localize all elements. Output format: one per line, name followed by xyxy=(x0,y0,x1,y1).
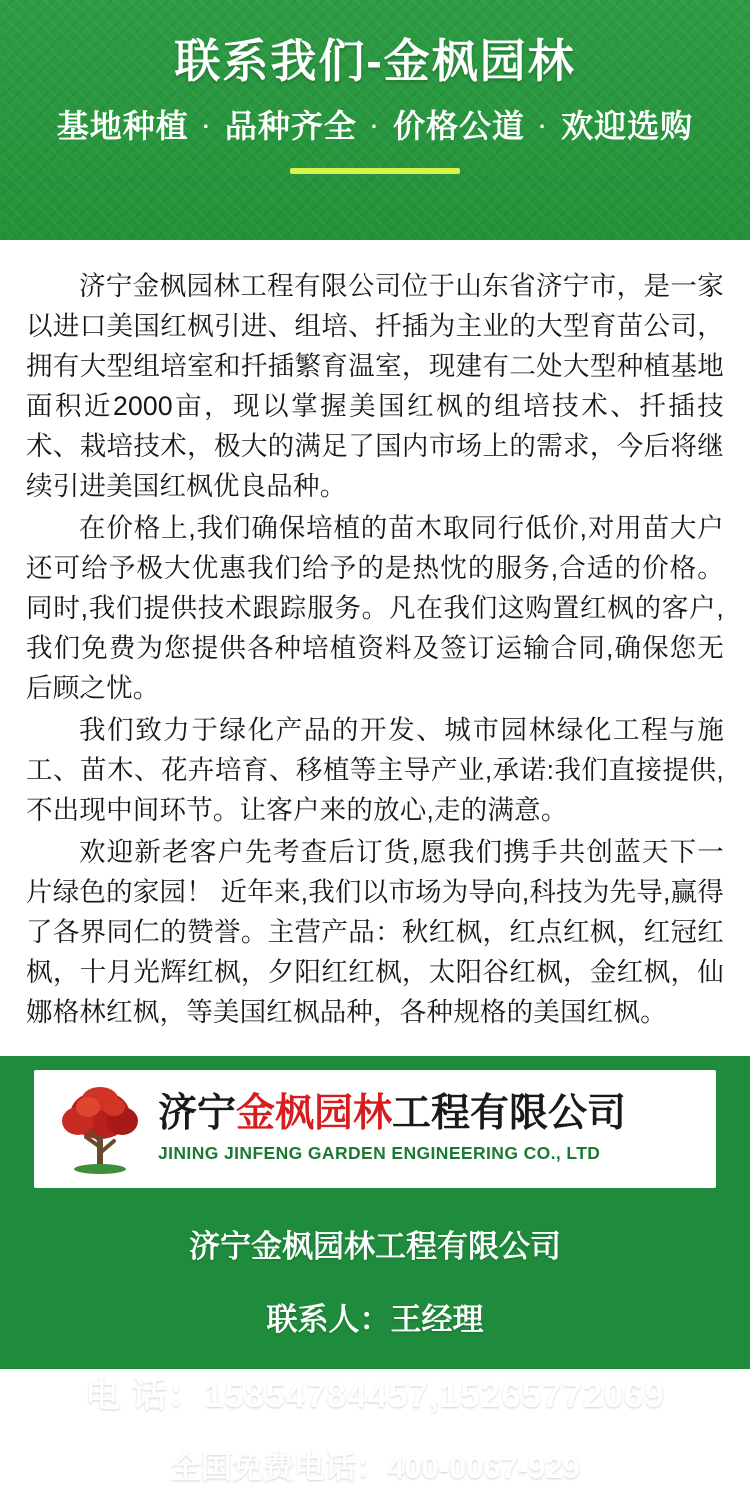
logo-company-name-en: JINING JINFENG GARDEN ENGINEERING CO., LTD xyxy=(158,1142,601,1163)
logo-text-block xyxy=(152,1094,706,1164)
article-paragraph: 我们致力于绿化产品的开发、城市园林绿化工程与施工、苗木、花卉培育、移植等主导产业,承诺:我们直接提供,不出现中间环节。让客户来的放心,走的满意。 xyxy=(26,715,724,825)
footer-phone-numbers: 电 话：15854784457,15265772069 xyxy=(85,1375,665,1415)
logo-section xyxy=(0,1056,750,1198)
footer-contact-person: 联系人：王经理 xyxy=(266,1301,484,1337)
subtitle-part-3: 价格公道 xyxy=(393,108,526,145)
poster-header xyxy=(0,0,750,240)
subtitle-separator-2: · xyxy=(370,114,380,140)
logo-name-highlight: 金枫园林 xyxy=(236,1092,393,1136)
logo-name-part-2: 工程有限公司 xyxy=(392,1092,627,1136)
footer-company-name: 济宁金枫园林工程有限公司 xyxy=(189,1229,561,1264)
subtitle-part-4: 欢迎选购 xyxy=(561,108,694,145)
logo-name-part-1: 济宁 xyxy=(158,1092,237,1136)
subtitle-part-1: 基地种植 xyxy=(56,108,189,145)
article-body xyxy=(0,240,750,1056)
contact-footer xyxy=(0,1198,750,1510)
footer-toll-free-number: 全国免费电话：400-0067-929 xyxy=(169,1450,581,1486)
article-paragraph: 济宁金枫园林工程有限公司位于山东省济宁市，是一家以进口美国红枫引进、组培、扦插为主业的大型育苗公司，拥有大型组培室和扦插繁育温室，现建有二处大型种植基地面积近2000亩，现以掌握美国红枫的组培技术、扦插技术、栽培技术，极大的满足了国内市场上的需求，今后将继续引进美国红枫优良品种。 xyxy=(26,271,724,501)
article-paragraph: 在价格上,我们确保培植的苗木取同行低价,对用苗大户还可给予极大优惠我们给予的是热忱的服务,合适的价格。同时,我们提供技术跟踪服务。凡在我们这购置红枫的客户,我们免费为您提供各种培植资料及签订运输合同,确保您无后顾之忧。 xyxy=(26,513,724,703)
logo-company-name xyxy=(158,1094,706,1135)
header-subtitle xyxy=(0,107,750,145)
subtitle-part-2: 品种齐全 xyxy=(224,108,357,145)
page-title: 联系我们-金枫园林 xyxy=(174,35,576,87)
article-paragraph: 欢迎新老客户先考查后订货,愿我们携手共创蓝天下一片绿色的家园！ 近年来,我们以市场为导向,科技为先导,赢得了各界同仁的赞誉。主营产品：秋红枫，红点红枫，红冠红枫，十月光辉红枫，夕阳红红枫，太阳谷红枫，金红枫，仙娜格林红枫，等美国红枫品种，各种规格的美国红枫。 xyxy=(26,837,724,1027)
header-accent-underline xyxy=(290,168,460,174)
subtitle-separator-3: · xyxy=(538,114,548,140)
logo-card xyxy=(34,1070,716,1188)
maple-tree-logo xyxy=(48,1077,152,1181)
subtitle-separator-1: · xyxy=(202,114,212,140)
